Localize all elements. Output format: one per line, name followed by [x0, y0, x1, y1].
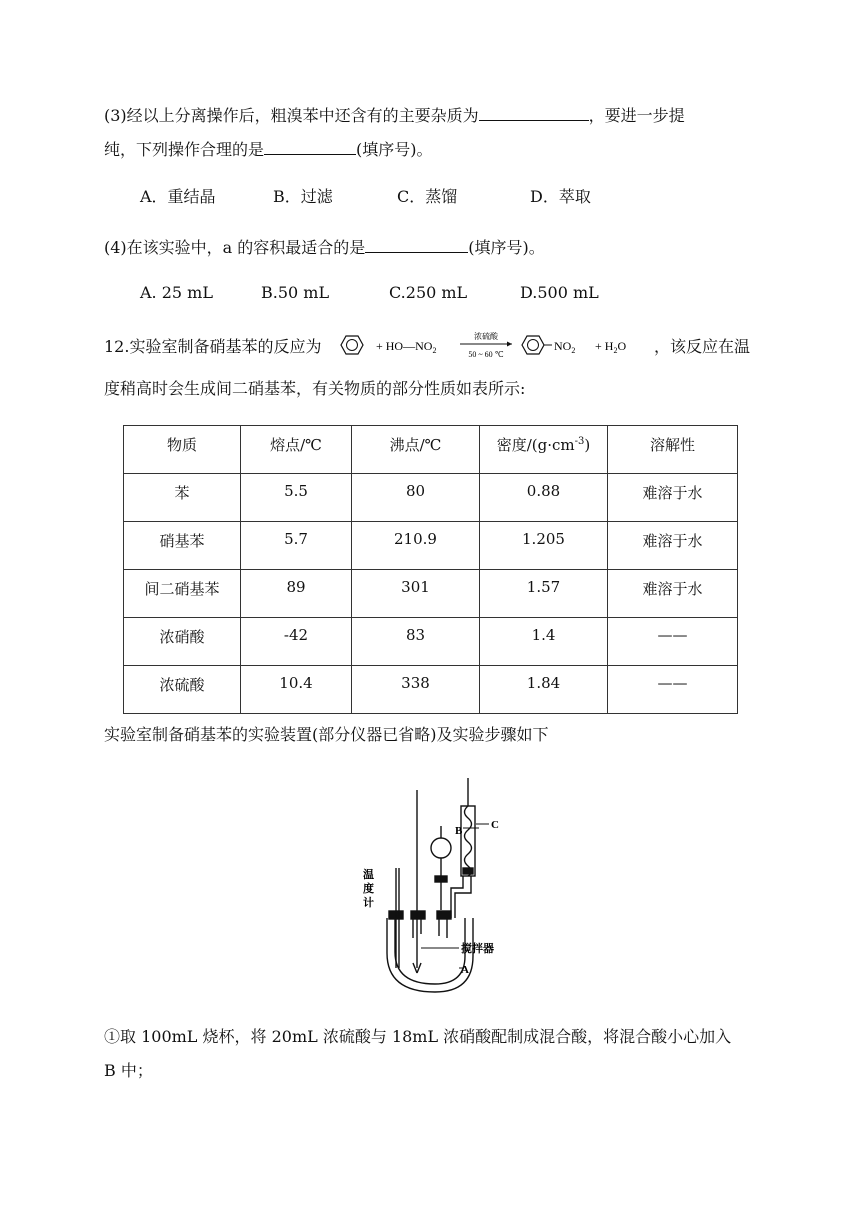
- label-c: C: [491, 819, 499, 831]
- answer-blank[interactable]: [479, 104, 589, 121]
- table-cell: 浓硝酸: [124, 618, 241, 666]
- table-cell: ——: [608, 618, 738, 666]
- table-cell: 338: [352, 666, 480, 714]
- answer-blank[interactable]: [264, 138, 356, 155]
- table-cell: 210.9: [352, 522, 480, 570]
- q3-text-d: (填序号)。: [356, 140, 433, 159]
- q12-line-1a: 12.实验室制备硝基苯的反应为: [104, 337, 322, 356]
- table-row: [124, 522, 738, 570]
- q12-line-1b: ，该反应在温: [654, 337, 751, 356]
- table-cell: 1.57: [480, 570, 608, 618]
- table-cell: 难溶于水: [608, 522, 738, 570]
- table-row: [124, 570, 738, 618]
- catalyst-text: 浓硫酸: [474, 332, 498, 341]
- label-thermometer-3: 计: [363, 896, 374, 909]
- q4-option-c: C.250 mL: [389, 283, 468, 302]
- table-cell: 1.205: [480, 522, 608, 570]
- water-text: + $H_2O$: [595, 339, 627, 355]
- header-substance: 物质: [124, 426, 241, 474]
- table-cell: 难溶于水: [608, 474, 738, 522]
- table-row: [124, 474, 738, 522]
- q4-line: [104, 236, 545, 259]
- table-cell: 1.84: [480, 666, 608, 714]
- q4-text-a: (4)在该实验中，a 的容积最适合的是: [104, 238, 366, 257]
- reagent-text: + $HO—NO_2$: [376, 339, 437, 355]
- table-cell: 硝基苯: [124, 522, 241, 570]
- q3-text-b: ，要进一步提: [588, 106, 685, 125]
- header-solubility: 溶解性: [608, 426, 738, 474]
- q3-text-a: (3)经以上分离操作后，粗溴苯中还含有的主要杂质为: [104, 106, 479, 125]
- q4-option-d: D.500 mL: [520, 283, 599, 302]
- label-stirrer: 搅拌器: [461, 942, 494, 955]
- q3-option-b: B．过滤: [273, 187, 333, 206]
- q3-text-c: 纯，下列操作合理的是: [104, 140, 265, 159]
- header-boiling-point: 沸点/℃: [352, 426, 480, 474]
- arrow-head-icon: [507, 342, 512, 347]
- condition-text: 50 ~ 60 ℃: [468, 350, 504, 359]
- apparatus-diagram: [355, 768, 515, 998]
- header-density: 密度$/(g\cdot cm^{-3})$: [480, 426, 608, 474]
- table-cell: 5.5: [241, 474, 352, 522]
- table-cell: 301: [352, 570, 480, 618]
- product-group-text: $NO_2$: [554, 339, 576, 355]
- table-cell: 间二硝基苯: [124, 570, 241, 618]
- label-b: B: [455, 825, 463, 837]
- table-cell: 5.7: [241, 522, 352, 570]
- label-thermometer-1: 温: [363, 868, 374, 881]
- nitrobenzene-ring-icon: [522, 336, 552, 354]
- q4-text-b: (填序号)。: [468, 238, 545, 257]
- table-row: [124, 618, 738, 666]
- after-table-text: 实验室制备硝基苯的实验装置(部分仪器已省略)及实验步骤如下: [104, 725, 549, 744]
- table-header-row: [124, 426, 738, 474]
- label-a: A: [461, 964, 469, 976]
- q3-option-c: C．蒸馏: [397, 187, 458, 206]
- table-cell: 浓硫酸: [124, 666, 241, 714]
- table-cell: 0.88: [480, 474, 608, 522]
- q3-option-a: A．重结晶: [140, 187, 216, 206]
- benzene-ring-icon: [341, 336, 363, 354]
- table-cell: 10.4: [241, 666, 352, 714]
- reaction-equation: [332, 328, 654, 362]
- step1-line-1: ①取 100mL 烧杯，将 20mL 浓硫酸与 18mL 浓硝酸配制成混合酸，将混合酸小心加入: [104, 1027, 732, 1046]
- answer-blank[interactable]: [365, 236, 468, 253]
- q3-option-d: D．萃取: [530, 187, 591, 206]
- q3-line-2: [104, 138, 433, 161]
- table-cell: 1.4: [480, 618, 608, 666]
- step1-line-2: B 中；: [104, 1061, 153, 1080]
- table-cell: -42: [241, 618, 352, 666]
- header-melting-point: 熔点/℃: [241, 426, 352, 474]
- table-cell: 80: [352, 474, 480, 522]
- table-cell: 苯: [124, 474, 241, 522]
- table-cell: ——: [608, 666, 738, 714]
- q3-line-1: [104, 104, 685, 127]
- q4-option-a: A. 25 mL: [140, 283, 213, 302]
- table-cell: 89: [241, 570, 352, 618]
- q4-option-b: B.50 mL: [261, 283, 330, 302]
- label-thermometer-2: 度: [363, 882, 374, 895]
- properties-table: [123, 425, 738, 714]
- table-row: [124, 666, 738, 714]
- q12-line-2: 度稍高时会生成间二硝基苯，有关物质的部分性质如表所示:: [104, 379, 526, 398]
- table-cell: 83: [352, 618, 480, 666]
- table-cell: 难溶于水: [608, 570, 738, 618]
